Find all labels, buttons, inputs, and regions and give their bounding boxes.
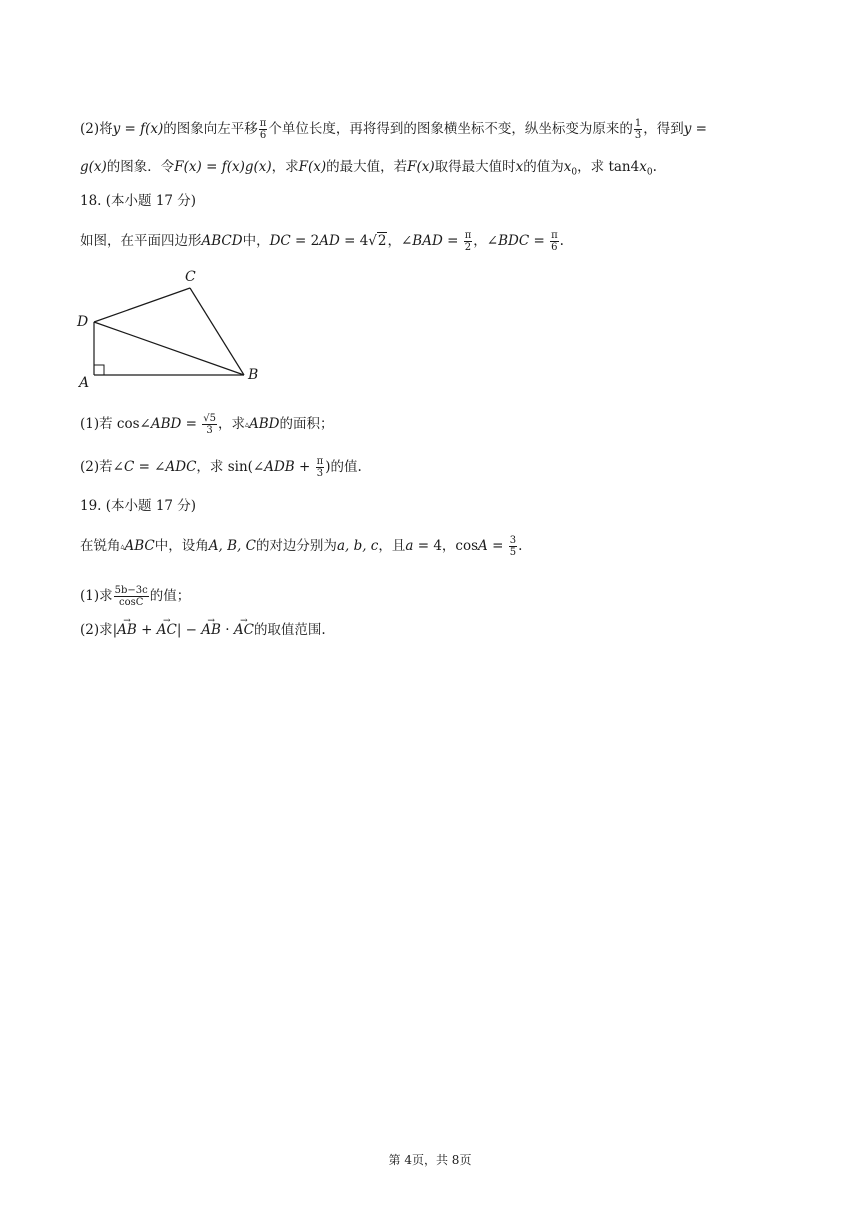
label-C: C [185,269,196,285]
text: 的值为 [523,159,564,175]
math-expr: ABD [150,416,182,432]
text: ，且 [378,538,406,554]
fraction-pi-over-6: $\frac{\pi}{6}$ [551,230,558,253]
edge-CB [190,288,244,375]
triangle-symbol: ▵ [244,419,249,429]
text: 个单位长度，再将得到的图象横坐标不变，纵坐标变为原来的 [268,121,633,137]
text: 的面积； [279,416,334,432]
text: )的值. [325,459,362,475]
math-expr: ABCD [201,233,243,249]
text: = ∠ [134,459,166,475]
text: = 2 [290,233,320,249]
sqrt-radicand: 2 [377,233,387,249]
math-expr: AD [319,233,340,249]
text: (2)将 [80,121,113,137]
fraction-pi-over-2: $\frac{\pi}{2}$ [464,230,472,253]
math-expr: A [478,538,488,554]
q18-header: 18. (本小题 17 分) [80,193,197,209]
math-expr: ABD [249,416,280,432]
math-expr: DC [269,233,291,249]
math-expr: y = [683,121,707,137]
label-B: B [248,367,259,383]
text: 中，设角 [154,538,209,554]
text: 取得最大值时 [434,159,516,175]
triangle-symbol: ▵ [120,541,125,551]
math-expr: F(x) [298,159,327,175]
edge-DC [94,288,190,322]
text: 在锐角 [80,538,121,554]
text: + [294,459,315,475]
text: ，求 sin(∠ [196,459,265,475]
vector-AC: → AC [157,621,177,639]
math-expr: x [515,159,524,175]
text: (2)若∠ [80,459,124,475]
q19-header: 19. (本小题 17 分) [80,498,197,514]
subscript: 0 [571,167,578,178]
fraction-3-over-5: $\frac{3}{5}$ [509,535,517,558]
math-expr: BAD [412,233,443,249]
fraction-one-third: $\frac{1}{3}$ [634,118,642,141]
q19-stem [80,535,522,558]
q18-stem [80,230,564,253]
quadrilateral-figure [72,262,272,390]
fraction-expression: $\frac{5b-3c}{\cos C}$ [114,585,148,608]
diagonal-DB [94,322,244,375]
math-expr: a, b, c [336,538,379,554]
text: = [487,538,508,554]
text: 的图象向左平移 [163,121,258,137]
q18-part2 [80,456,362,479]
text: 的最大值，若 [326,159,408,175]
text: 中， [242,233,270,249]
text: + [136,622,157,638]
q19-part1 [80,585,190,608]
text: 的取值范围. [253,622,326,638]
vector-AB: → AB [117,621,137,639]
math-expr: y = f(x) [112,121,164,137]
fraction-pi-over-6: $\frac{\pi}{6}$ [259,118,267,141]
q17-part2-line2 [80,158,657,182]
math-expr: ABC [124,538,155,554]
text: · [220,622,234,638]
text: (1)求 [80,588,113,604]
math-expr: A, B, C [208,538,256,554]
q17-part2-line1 [80,118,707,141]
text: . [518,538,523,554]
vector-AB: → AB [201,621,221,639]
text: . [652,159,657,175]
fraction-sqrt5-over-3: $\frac{√5}{3}$ [203,413,216,436]
text: (2)求| [80,622,118,638]
subscript: 0 [646,167,653,178]
math-expr: C [123,459,135,475]
q19-part2 [80,621,326,639]
label-A: A [79,375,90,390]
text: 的值； [149,588,191,604]
text: = 4 [339,233,369,249]
math-expr: a [405,538,414,554]
right-angle-mark [94,365,104,375]
vector-AC: → AC [234,621,254,639]
text: ，求 [217,416,245,432]
math-expr: ADB [264,459,295,475]
q18-part1 [80,413,334,436]
text: 如图，在平面四边形 [80,233,202,249]
text: ，∠ [473,233,499,249]
text: . [559,233,564,249]
math-expr: F(x) = f(x)g(x) [174,159,272,175]
fraction-pi-over-3: $\frac{\pi}{3}$ [316,456,324,479]
text: | − [176,622,202,638]
text: ，求 [271,159,299,175]
math-expr: F(x) [407,159,435,175]
text: ，得到 [643,121,684,137]
page-footer: 第 4页，共 8页 [388,1153,472,1167]
text: (1)若 cos∠ [80,416,151,432]
text: = [181,416,202,432]
text: = 4，cos [413,538,479,554]
math-expr: BDC [498,233,530,249]
text: = [529,233,550,249]
math-expr: x [563,159,572,175]
math-expr: ADC [165,459,197,475]
label-D: D [77,314,89,330]
text: ，求 tan4 [577,159,640,175]
math-expr: g(x) [80,159,107,175]
text: 的图象．令 [106,159,175,175]
text: 的对边分别为 [255,538,337,554]
math-expr: x [639,159,647,175]
text: ，∠ [387,233,413,249]
text: = [442,233,463,249]
sqrt-symbol: √ [368,233,377,249]
